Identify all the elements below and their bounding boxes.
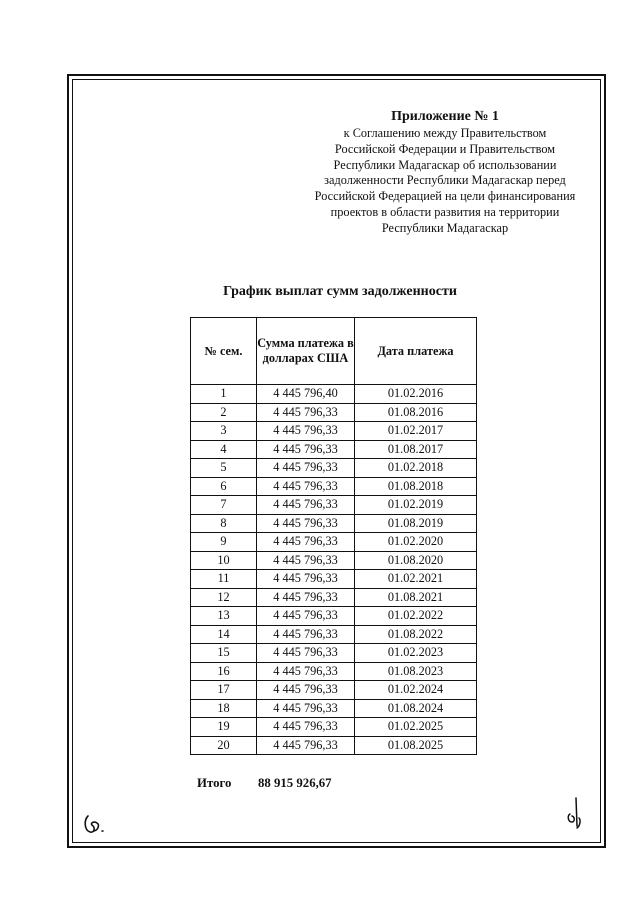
header-amount: Сумма платежа в долларах США (257, 318, 355, 385)
table-row (191, 736, 477, 755)
cell-amount: 4 445 796,33 (257, 588, 355, 607)
cell-date: 01.08.2019 (355, 514, 477, 533)
appendix-line: Российской Федерации и Правительством (334, 141, 556, 156)
table-header-row (191, 318, 477, 385)
table-row (191, 440, 477, 459)
appendix-line: Российской Федерацией на цели финансирования (314, 189, 576, 204)
appendix-title: Приложение № 1 (391, 109, 499, 124)
cell-date: 01.02.2022 (355, 607, 477, 626)
cell-date: 01.02.2018 (355, 459, 477, 478)
table-row (191, 570, 477, 589)
cell-number: 16 (191, 662, 257, 681)
table-row (191, 385, 477, 404)
table-row (191, 477, 477, 496)
table-row (191, 699, 477, 718)
cell-number: 13 (191, 607, 257, 626)
table-row (191, 533, 477, 552)
cell-date: 01.02.2020 (355, 533, 477, 552)
cell-number: 2 (191, 403, 257, 422)
appendix-line: проектов в области развития на территории (330, 204, 560, 219)
cell-amount: 4 445 796,33 (257, 736, 355, 755)
cell-amount: 4 445 796,33 (257, 422, 355, 441)
cell-number: 3 (191, 422, 257, 441)
cell-number: 1 (191, 385, 257, 404)
schedule-title: График выплат сумм задолженности (223, 284, 457, 299)
cell-amount: 4 445 796,33 (257, 403, 355, 422)
initials-signature-right (564, 796, 590, 836)
table-row (191, 496, 477, 515)
cell-date: 01.08.2023 (355, 662, 477, 681)
cell-date: 01.08.2017 (355, 440, 477, 459)
table-body (191, 385, 477, 755)
payment-schedule-table (190, 317, 477, 755)
appendix-line: к Соглашению между Правительством (343, 126, 547, 140)
appendix-header (300, 108, 590, 237)
cell-date: 01.02.2016 (355, 385, 477, 404)
table-row (191, 681, 477, 700)
cell-number: 18 (191, 699, 257, 718)
cell-date: 01.08.2021 (355, 588, 477, 607)
cell-number: 14 (191, 625, 257, 644)
table-row (191, 459, 477, 478)
cell-number: 7 (191, 496, 257, 515)
cell-amount: 4 445 796,33 (257, 477, 355, 496)
appendix-line: задолженности Республики Мадагаскар перед (324, 173, 566, 188)
cell-number: 12 (191, 588, 257, 607)
cell-amount: 4 445 796,33 (257, 681, 355, 700)
table-row (191, 514, 477, 533)
cell-amount: 4 445 796,33 (257, 644, 355, 663)
cell-amount: 4 445 796,33 (257, 551, 355, 570)
cell-amount: 4 445 796,33 (257, 533, 355, 552)
cell-amount: 4 445 796,40 (257, 385, 355, 404)
cell-number: 9 (191, 533, 257, 552)
cell-date: 01.02.2023 (355, 644, 477, 663)
appendix-line: Республики Мадагаскар об использовании (333, 157, 557, 172)
cell-number: 10 (191, 551, 257, 570)
table-row (191, 551, 477, 570)
cell-number: 17 (191, 681, 257, 700)
cell-number: 19 (191, 718, 257, 737)
cell-date: 01.08.2018 (355, 477, 477, 496)
cell-date: 01.02.2019 (355, 496, 477, 515)
header-number: № сем. (191, 318, 257, 385)
table-row (191, 422, 477, 441)
cell-amount: 4 445 796,33 (257, 625, 355, 644)
cell-amount: 4 445 796,33 (257, 459, 355, 478)
total-label: Итого (197, 776, 232, 790)
cell-amount: 4 445 796,33 (257, 607, 355, 626)
cell-number: 11 (191, 570, 257, 589)
cell-number: 6 (191, 477, 257, 496)
cell-amount: 4 445 796,33 (257, 718, 355, 737)
cell-number: 15 (191, 644, 257, 663)
cell-date: 01.08.2025 (355, 736, 477, 755)
cell-date: 01.02.2021 (355, 570, 477, 589)
cell-date: 01.08.2016 (355, 403, 477, 422)
cell-date: 01.02.2017 (355, 422, 477, 441)
cell-number: 8 (191, 514, 257, 533)
cell-amount: 4 445 796,33 (257, 496, 355, 515)
cell-date: 01.08.2024 (355, 699, 477, 718)
cell-date: 01.08.2020 (355, 551, 477, 570)
cell-amount: 4 445 796,33 (257, 662, 355, 681)
table-row (191, 662, 477, 681)
table-row (191, 588, 477, 607)
table-row (191, 403, 477, 422)
cell-number: 4 (191, 440, 257, 459)
table-row (191, 644, 477, 663)
cell-date: 01.08.2022 (355, 625, 477, 644)
cell-amount: 4 445 796,33 (257, 570, 355, 589)
initials-signature-left (82, 812, 112, 836)
total-value: 88 915 926,67 (258, 776, 332, 790)
cell-amount: 4 445 796,33 (257, 699, 355, 718)
table-row (191, 718, 477, 737)
cell-number: 20 (191, 736, 257, 755)
table-row (191, 625, 477, 644)
cell-amount: 4 445 796,33 (257, 514, 355, 533)
cell-number: 5 (191, 459, 257, 478)
table-row (191, 607, 477, 626)
appendix-line: Республики Мадагаскар (381, 220, 509, 235)
cell-date: 01.02.2024 (355, 681, 477, 700)
header-date: Дата платежа (355, 318, 477, 385)
cell-date: 01.02.2025 (355, 718, 477, 737)
cell-amount: 4 445 796,33 (257, 440, 355, 459)
